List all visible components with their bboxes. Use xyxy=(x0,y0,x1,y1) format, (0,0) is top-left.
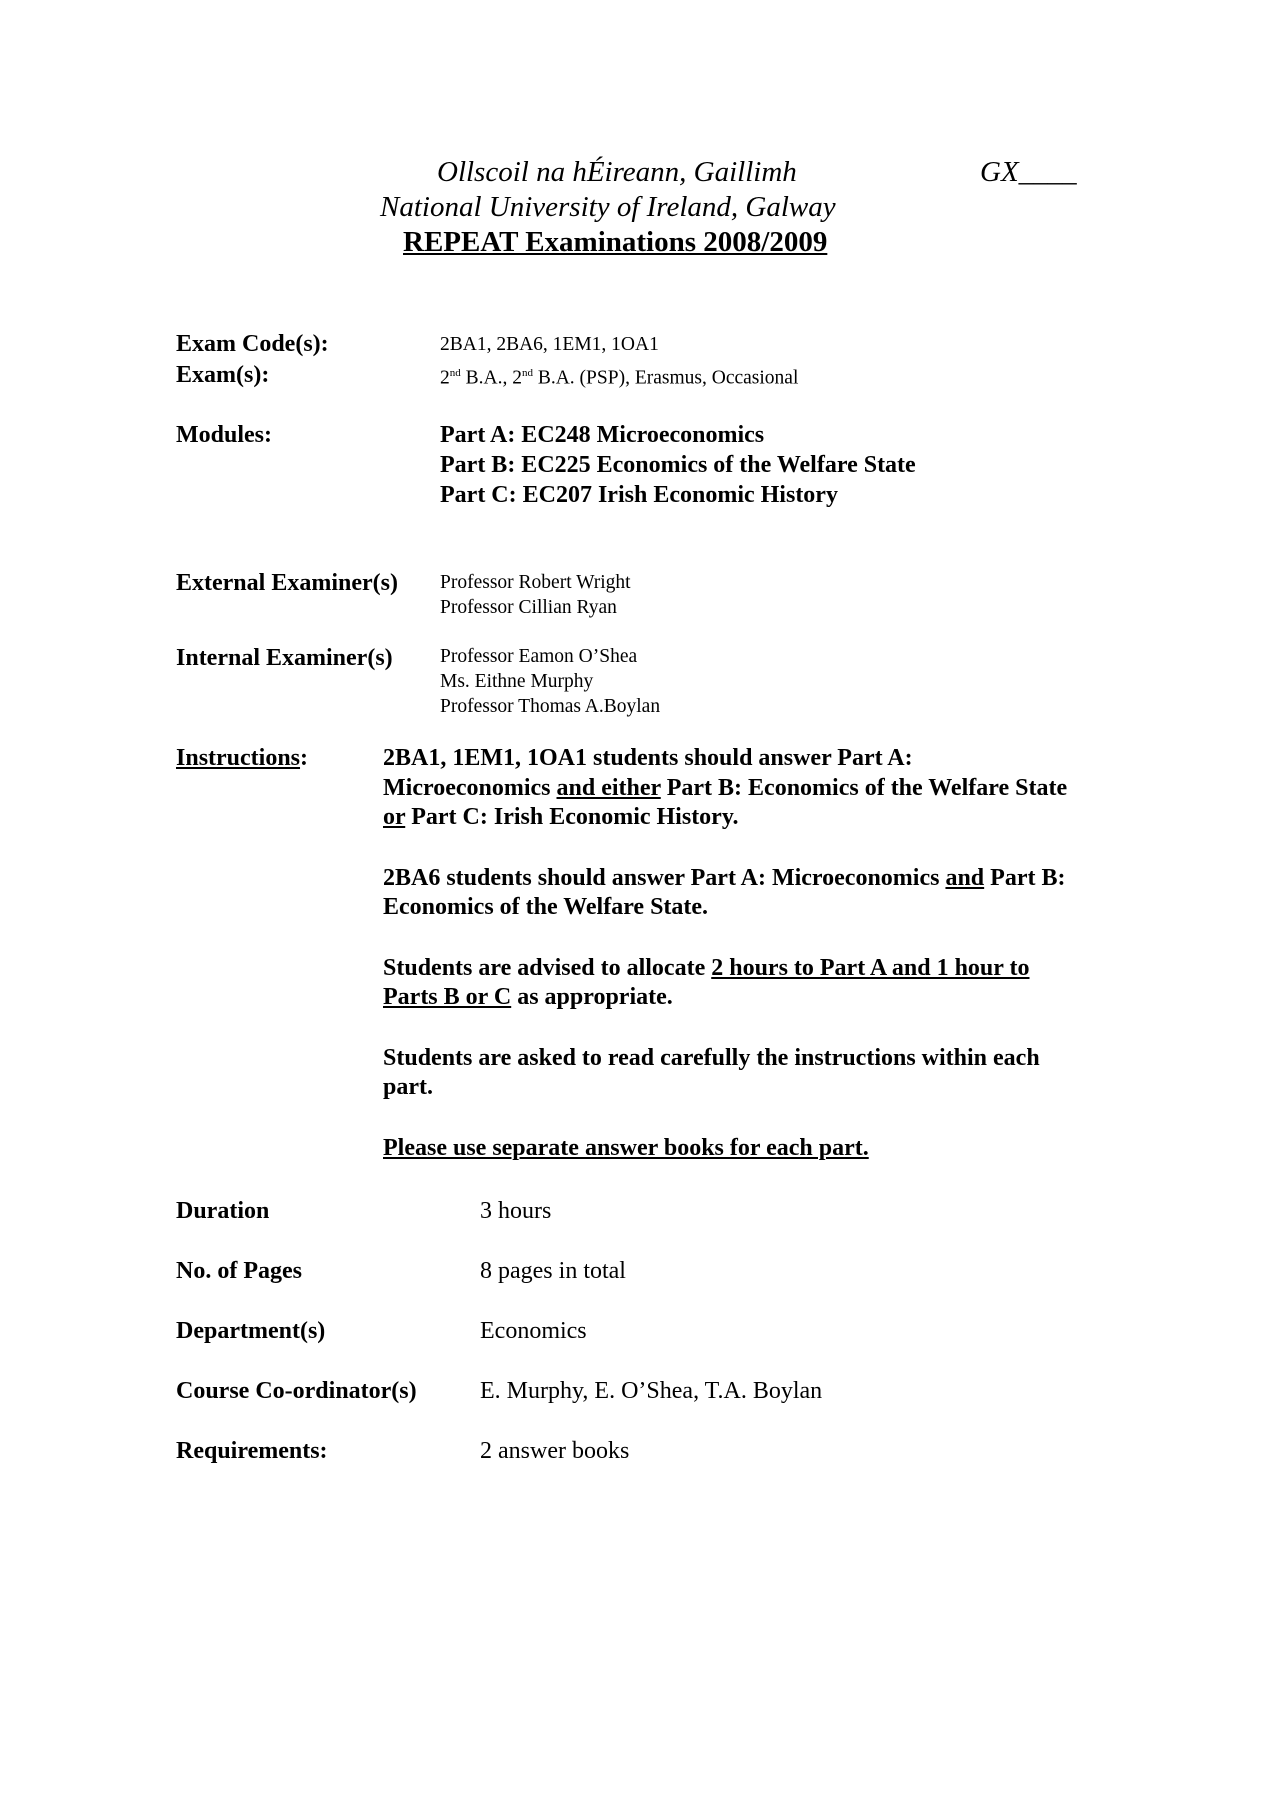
university-irish-name: Ollscoil na hÉireann, Gaillimh xyxy=(437,156,797,188)
internal-examiners-label: Internal Examiner(s) xyxy=(176,645,393,671)
instruction-paragraph: Students are asked to read carefully the instructions within each part. xyxy=(383,1044,1040,1100)
modules-label: Modules: xyxy=(176,422,272,448)
exam-codes-value: 2BA1, 2BA6, 1EM1, 1OA1 xyxy=(440,334,659,355)
duration-value: 3 hours xyxy=(480,1198,552,1224)
external-examiners-list xyxy=(440,570,631,620)
instruction-paragraph: 2BA1, 1EM1, 1OA1 students should answer Part A: Microeconomics and either Part B: Economics of the Welfare State or Part C: Irish Economic History. xyxy=(383,745,1068,830)
pages-value: 8 pages in total xyxy=(480,1258,626,1284)
gx-code: GX____ xyxy=(980,156,1077,188)
module-part-c: Part C: EC207 Irish Economic History xyxy=(440,482,838,508)
requirements-value: 2 answer books xyxy=(480,1438,630,1464)
external-examiner-name: Professor Robert Wright xyxy=(440,572,631,593)
exam-codes-label: Exam Code(s): xyxy=(176,331,329,357)
instruction-paragraph: Students are advised to allocate 2 hours to Part A and 1 hour to Parts B or C as appropriate. xyxy=(383,954,1030,1010)
coordinator-value: E. Murphy, E. O’Shea, T.A. Boylan xyxy=(480,1378,823,1404)
department-label: Department(s) xyxy=(176,1318,326,1344)
exams-label: Exam(s): xyxy=(176,362,270,388)
module-part-a: Part A: EC248 Microeconomics xyxy=(440,422,765,448)
instruction-paragraph: Please use separate answer books for each part. xyxy=(383,1134,869,1161)
external-examiners-label: External Examiner(s) xyxy=(176,570,398,596)
external-examiner-name: Professor Cillian Ryan xyxy=(440,597,617,618)
module-part-b: Part B: EC225 Economics of the Welfare State xyxy=(440,452,916,478)
instructions-body xyxy=(383,744,1103,1163)
internal-examiner-name: Professor Thomas A.Boylan xyxy=(440,696,661,717)
internal-examiner-name: Professor Eamon O’Shea xyxy=(440,646,638,667)
duration-label: Duration xyxy=(176,1198,270,1224)
university-english-name: National University of Ireland, Galway xyxy=(380,191,836,223)
exam-title: REPEAT Examinations 2008/2009 xyxy=(403,226,828,258)
exams-value: 2nd B.A., 2nd B.A. (PSP), Erasmus, Occasional xyxy=(440,367,799,389)
modules-list xyxy=(440,420,916,510)
internal-examiner-name: Ms. Eithne Murphy xyxy=(440,671,594,692)
internal-examiners-list xyxy=(440,644,660,719)
instructions-label: Instructions: xyxy=(176,745,309,771)
pages-label: No. of Pages xyxy=(176,1258,302,1284)
department-value: Economics xyxy=(480,1318,587,1344)
requirements-label: Requirements: xyxy=(176,1438,328,1464)
coordinator-label: Course Co-ordinator(s) xyxy=(176,1378,417,1404)
instruction-paragraph: 2BA6 students should answer Part A: Microeconomics and Part B: Economics of the Welfare State. xyxy=(383,864,1066,920)
